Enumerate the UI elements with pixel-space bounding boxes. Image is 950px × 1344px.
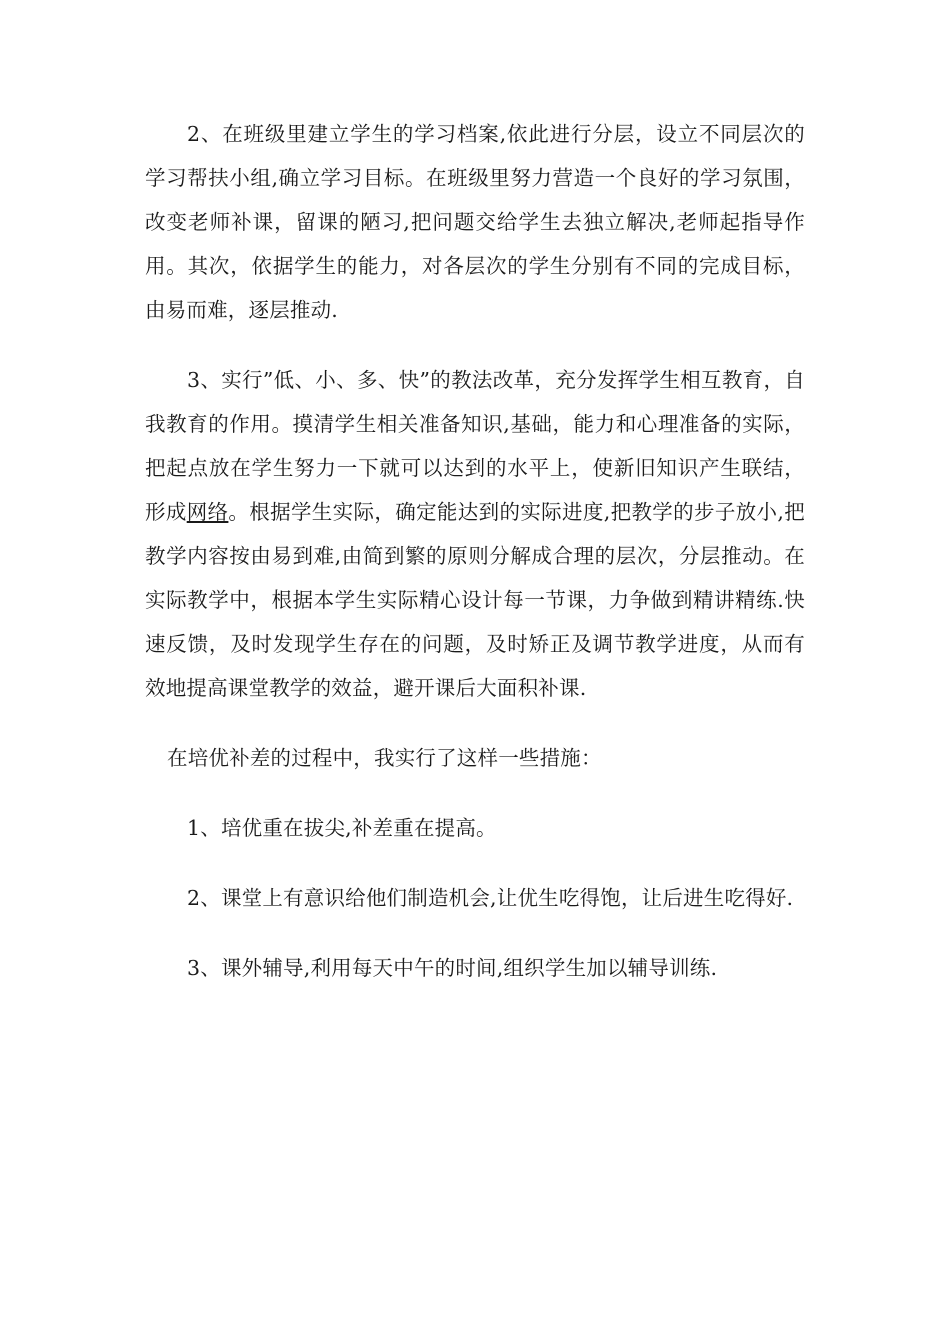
paragraph-gap [145, 850, 805, 876]
paragraph-gap [145, 710, 805, 736]
paragraph-text: 。根据学生实际，确定能达到的实际进度,把教学的步子放小,把教学内容按由易到难,由简到繁的原则分解成合理的层次，分层推动。在实际教学中，根据本学生实际精心设计每一节课，力争做到精讲精练.快速反馈，及时发现学生存在的问题，及时矫正及调节教学进度，从而有效地提高课堂教学的效益，避开课后大面积补课. [145, 500, 805, 700]
document-body [145, 112, 805, 990]
paragraph-measures-intro: 在培优补差的过程中，我实行了这样一些措施： [167, 746, 602, 770]
network-link[interactable]: 网络 [186, 500, 229, 524]
paragraph-teaching-reform [145, 358, 805, 710]
paragraph-measure-2: 2、课堂上有意识给他们制造机会,让优生吃得饱，让后进生吃得好. [187, 886, 794, 910]
paragraph-gap [145, 332, 805, 358]
paragraph-measure-3: 3、课外辅导,利用每天中午的时间,组织学生加以辅导训练. [187, 956, 718, 980]
paragraph-layered-archives: 2、在班级里建立学生的学习档案,依此进行分层，设立不同层次的学习帮扶小组,确立学习目标。在班级里努力营造一个良好的学习氛围，改变老师补课，留课的陋习,把问题交给学生去独立解决,老师起指导作用。其次，依据学生的能力，对各层次的学生分别有不同的完成目标，由易而难，逐层推动. [145, 122, 805, 322]
paragraph-gap [145, 780, 805, 806]
paragraph-measure-1: 1、培优重在拔尖,补差重在提高。 [187, 816, 497, 840]
paragraph-text: 3、实行”低、小、多、快”的教法改革，充分发挥学生相互教育，自我教育的作用。摸清学生相关准备知识,基础，能力和心理准备的实际，把起点放在学生努力一下就可以达到的水平上，使新旧知识产生联结，形成 [145, 368, 805, 524]
paragraph-gap [145, 920, 805, 946]
